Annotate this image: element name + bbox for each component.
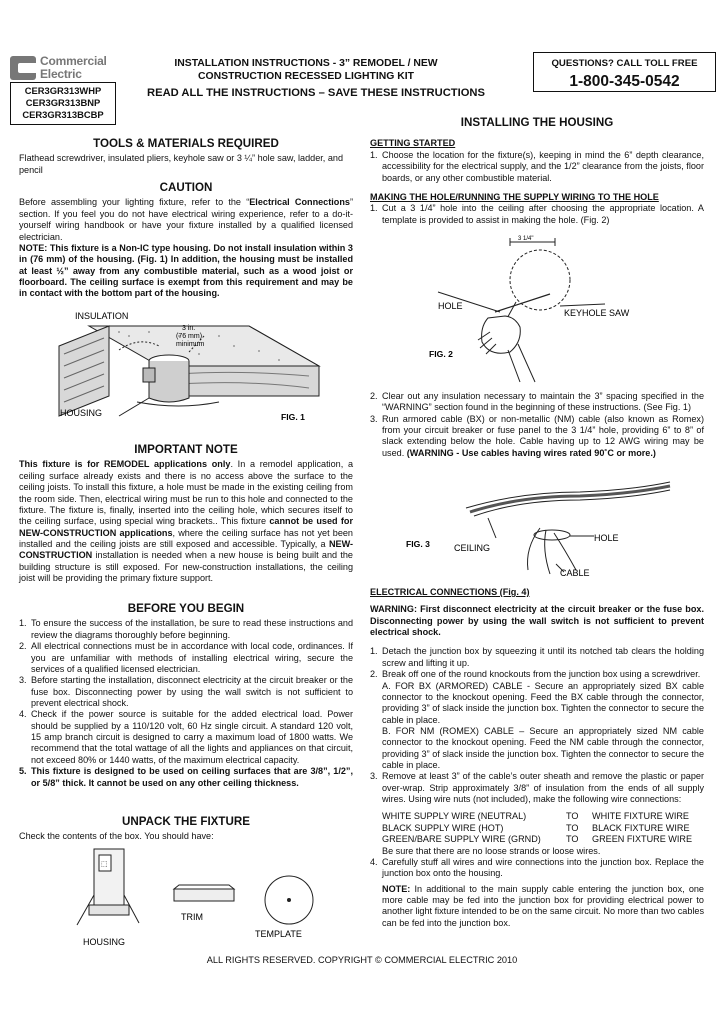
- list-num: 1.: [370, 149, 378, 160]
- list-item: [19, 675, 353, 709]
- fig2-saw-label: KEYHOLE SAW: [564, 308, 630, 318]
- model-numbers-box: [10, 82, 116, 125]
- unpack-housing-label: HOUSING: [83, 937, 126, 947]
- making-hole-list-2: [370, 391, 704, 459]
- tools-section: [19, 137, 353, 176]
- list-text: Break off one of the round knockouts from the junction box using a screwdriver.: [382, 669, 701, 680]
- fig1-dim2: (76 mm): [176, 333, 203, 340]
- fig3-hole-label: HOLE: [594, 533, 619, 543]
- tools-text: Flathead screwdriver, insulated pliers, keyhole saw or 3 ¼” hole saw, ladder, and pencil: [19, 153, 344, 175]
- caution-paragraph: [19, 197, 353, 242]
- electrical-steps: [370, 646, 704, 929]
- model-number: CER3GR313BNP: [25, 97, 101, 109]
- fig1-caption: FIG. 1: [281, 412, 305, 422]
- wire-to: TO: [566, 822, 579, 833]
- getting-started-list: [370, 150, 704, 184]
- list-text: To ensure the success of the installation, be sure to read these instructions and review the diagrams thoroughly before beginning.: [31, 618, 353, 640]
- list-item: [19, 618, 353, 641]
- fig3-caption: FIG. 3: [406, 539, 430, 549]
- model-number: CER3GR313BCBP: [22, 109, 104, 121]
- fig2-caption: FIG. 2: [429, 349, 453, 359]
- caution-text: Before assembling your lighting fixture, refer to the “: [19, 197, 250, 208]
- important-note-section: [19, 443, 353, 584]
- brand-line2: Electric: [40, 67, 82, 81]
- fig2-dim-label: 3 1/4": [518, 236, 534, 242]
- logo-mark-icon: [10, 56, 36, 80]
- unpack-section: [19, 815, 353, 843]
- important-bold: NEW-CONSTRUCTION: [19, 539, 353, 561]
- electrical-section: [370, 587, 704, 929]
- list-item: [370, 669, 704, 771]
- list-num: 3.: [370, 771, 378, 782]
- list-item: [370, 646, 704, 669]
- supply-wire: WHITE SUPPLY WIRE (NEUTRAL): [382, 811, 527, 822]
- electrical-warning: WARNING: First disconnect electricity at the circuit breaker or the fuse box. Disconnecting power by using the wall switch is not sufficient to prevent electrical shock.: [370, 604, 704, 638]
- list-num: 5.: [19, 766, 27, 777]
- unpack-illustration: [19, 845, 353, 950]
- figure-2: [370, 232, 704, 384]
- list-num: 2.: [370, 391, 378, 401]
- list-text: Remove at least 3” of the cable’s outer sheath and remove the plastic or paper over-wrap. Strip approximately 3/8” of insulation from the ends of all supply wires. Using wire nuts (not included), make the following wire connections:: [382, 771, 704, 805]
- fixture-wire: WHITE FIXTURE WIRE: [592, 811, 689, 822]
- questions-box: [533, 52, 716, 92]
- wire-connections-table: [382, 811, 692, 845]
- making-hole-list: [370, 203, 704, 226]
- list-num: 1.: [370, 646, 378, 657]
- electrical-heading: ELECTRICAL CONNECTIONS (Fig. 4): [370, 587, 530, 597]
- important-bold: cannot be used for NEW-CONSTRUCTION applications: [19, 516, 353, 538]
- installing-heading: INSTALLING THE HOUSING: [460, 116, 614, 129]
- wire-to: TO: [566, 834, 579, 845]
- note-label: NOTE:: [382, 883, 411, 894]
- list-bold: (WARNING - Use cables having wires rated 90˚C or more.): [406, 447, 656, 458]
- important-paragraph: [19, 459, 353, 584]
- installing-section: [370, 116, 704, 226]
- fig2-illustration: [370, 232, 704, 384]
- supply-wire: BLACK SUPPLY WIRE (HOT): [382, 822, 504, 833]
- fixture-wire: BLACK FIXTURE WIRE: [592, 822, 690, 833]
- page-title: [130, 57, 482, 83]
- caution-note: NOTE: This fixture is a Non-IC type housing. Do not install insulation within 3 in (76 mm) of the housing. (Fig. 1) In addition, the housing must be installed at least ½” away from any combustible material, such as a wood joist or floorboard. The ceiling surface is exempt from this requirement and may be in contact with the bottom part of the housing.: [19, 242, 353, 299]
- fig2-hole-label: HOLE: [438, 301, 463, 311]
- making-hole-heading: MAKING THE HOLE/RUNNING THE SUPPLY WIRING TO THE HOLE: [370, 191, 659, 202]
- making-hole-continued: [370, 391, 704, 459]
- copyright-footer: ALL RIGHTS RESERVED. COPYRIGHT © COMMERCIAL ELECTRIC 2010: [206, 955, 518, 965]
- getting-started-heading: GETTING STARTED: [370, 138, 456, 149]
- figure-1: [19, 306, 353, 426]
- title-line1: INSTALLATION INSTRUCTIONS - 3” REMODEL / NEW: [174, 58, 438, 69]
- fig1-dim1: 3 in.: [182, 325, 196, 332]
- nm-cable-instructions: B. FOR NM (ROMEX) CABLE – Secure an appropriately sized NM cable connector to the knockout opening. Feed the NM cable through the connector, providing 3” of slack inside the junction box. Tighten the connector to secure the cable in place.: [382, 725, 704, 771]
- caution-heading: CAUTION: [159, 181, 213, 194]
- list-item: [370, 203, 704, 226]
- supply-wire: GREEN/BARE SUPPLY WIRE (GRND): [382, 834, 541, 845]
- model-number: CER3GR313WHP: [24, 85, 102, 96]
- list-num: 2.: [19, 641, 27, 652]
- list-item: [370, 771, 704, 857]
- fig1-dim3: minimum: [176, 341, 205, 348]
- bx-cable-instructions: A. FOR BX (ARMORED) CABLE - Secure an appropriately sized BX cable connector to the knockout opening. Feed the BX cable through the connector, providing 3” of slack inside the junction box. Tighten the connector to secure the cable in place.: [382, 680, 704, 725]
- unpack-text: Check the contents of the box. You should have:: [19, 831, 214, 842]
- trim-drawing: [174, 889, 234, 901]
- list-item: [19, 709, 353, 766]
- list-item: [370, 391, 704, 414]
- list-item: [370, 414, 704, 459]
- unpack-figure: [19, 845, 353, 950]
- important-bold: This fixture is for REMODEL applications only: [19, 459, 231, 470]
- table-row: [382, 811, 692, 822]
- toll-free-phone: 1-800-345-0542: [569, 72, 680, 90]
- unpack-trim-label: TRIM: [181, 912, 203, 922]
- list-text: Carefully stuff all wires and wire connections into the junction box. Replace the junction box onto the housing.: [382, 856, 704, 879]
- important-heading: IMPORTANT NOTE: [134, 443, 238, 456]
- list-text: This fixture is designed to be used on ceiling surfaces that are 3/8”, 1/2”, or 5/8” thick. It cannot be used on any other ceiling thickness.: [31, 766, 353, 788]
- before-you-begin-section: [19, 602, 353, 789]
- important-text: , where the ceiling surface has not yet been installed and the ceiling joists are still exposed and accessible. Typically, a: [19, 527, 353, 549]
- housing-mark: ⬚: [101, 861, 108, 868]
- unpack-heading: UNPACK THE FIXTURE: [122, 815, 250, 828]
- before-list: [19, 618, 353, 788]
- list-item: [370, 857, 704, 929]
- fig1-insulation-label: INSULATION: [75, 311, 129, 321]
- list-text: Cut a 3 1/4” hole into the ceiling after choosing the appropriate location. A template is provided to assist in making the hole. (Fig. 2): [382, 203, 704, 225]
- brand-logo: [10, 54, 110, 84]
- ceiling-hole-drawing: [534, 530, 570, 540]
- wire-to: TO: [566, 811, 579, 822]
- list-text: Check if the power source is suitable for the added electrical load. Power should be supplied by a 110/120 volt, 60 Hz single circuit. A standard 120 volt, 15 amp branch circuit is designed to carry a maximum load of 1800 watts. We recommend that the total wattage of all the lights and appliances on that circuit, not exceed 80% or 1440 watts, of the maximum electrical capacity.: [31, 709, 353, 765]
- list-num: 1.: [370, 203, 378, 214]
- fig3-illustration: [370, 478, 704, 582]
- fixture-wire: GREEN FIXTURE WIRE: [592, 834, 693, 845]
- list-item: [370, 150, 704, 184]
- list-item: [19, 641, 353, 675]
- fig3-ceiling-label: CEILING: [454, 543, 491, 553]
- ceiling-hole-outline: [510, 250, 570, 310]
- list-num: 1.: [19, 618, 27, 629]
- title-line2: CONSTRUCTION RECESSED LIGHTING KIT: [198, 71, 414, 82]
- list-text: Run armored cable (BX) or non-metallic (NM) cable (also known as Romex) from your circuit breaker or fuse panel to the 3 1/4” hole, providing 6” to 8” of slack extending below the hole. Cable having up to 12 AWG wiring may be used.: [382, 413, 704, 458]
- questions-label: QUESTIONS? CALL TOLL FREE: [551, 58, 698, 69]
- list-text: All electrical connections must be in accordance with local code, ordinances. If you are unfamiliar with methods of installing electrical wiring, secure the services of a qualified licensed electrician.: [31, 641, 353, 674]
- important-text: installation is needed when a new house is being built and the building structure is still exposed. For new-construction installations, the ceiling joist will be providing the primary fixture support.: [19, 550, 353, 584]
- list-text: Clear out any insulation necessary to maintain the 3” spacing specified in the “WARNING” section found in the beginning of these instructions. (See Fig. 1): [382, 391, 704, 413]
- list-num: 3.: [19, 675, 27, 686]
- fig1-joist-illustration: [19, 306, 353, 426]
- electrical-note: [382, 884, 704, 929]
- hand-drawing: [482, 316, 521, 353]
- table-row: [382, 823, 692, 834]
- list-num: 2.: [370, 669, 378, 680]
- fig1-housing-label: HOUSING: [60, 408, 103, 418]
- list-num: 3.: [370, 413, 378, 424]
- keyhole-saw-blade: [495, 294, 550, 312]
- read-all-notice: READ ALL THE INSTRUCTIONS – SAVE THESE INSTRUCTIONS: [147, 87, 485, 99]
- list-text: Before starting the installation, disconnect electricity at the circuit breaker or the fuse box. Disconnecting power by using the wall switch is not sufficient to prevent electrical shock.: [31, 675, 353, 708]
- list-item: [19, 766, 353, 789]
- brand-line1: Commercial: [40, 54, 107, 68]
- figure-3: [370, 478, 704, 582]
- note-text: In additional to the main supply cable entering the junction box, one more cable may be fed into the junction box for providing electrical power to another light fixture intended to be on the same circuit. No more than two cables can be fed into the junction box.: [382, 883, 704, 928]
- list-num: 4.: [19, 709, 27, 720]
- before-heading: BEFORE YOU BEGIN: [127, 602, 245, 615]
- list-text: Choose the location for the fixture(s), keeping in mind the 6” depth clearance, accessibility for the electrical supply, and the 1/2” clearance from the joists, floor boards, or any other combustible material.: [382, 149, 704, 183]
- important-text: . In a remodel application, a ceiling surface already exists and there is no access above the surface to the ceiling joists. To install this fixture, a hole must be made in the existing ceiling from the room side. Then, electrical wiring must be run to this hole and connected to the fixture. The fixture is, finally, inserted into the ceiling hole, which secures itself to the ceiling surface, using special wing brackets.. This fixture: [19, 459, 354, 527]
- fig3-cable-label: CABLE: [560, 568, 590, 578]
- tools-heading: TOOLS & MATERIALS REQUIRED: [93, 137, 279, 150]
- caution-bold: Electrical Connections: [249, 197, 350, 208]
- unpack-template-label: TEMPLATE: [255, 929, 302, 939]
- caution-text: ” section. If you feel you do not have electrical wiring experience, refer to a do-it-yourself wiring handbook or have your fixture installed by a qualified licensed electrician.: [19, 197, 353, 242]
- list-num: 4.: [370, 856, 378, 867]
- list-text: Detach the junction box by squeezing it until its notched tab clears the holding screw and lifting it up.: [382, 646, 704, 668]
- caution-section: [19, 181, 353, 300]
- table-row: [382, 834, 692, 845]
- loose-strands-note: Be sure that there are no loose strands or loose wires.: [382, 845, 601, 856]
